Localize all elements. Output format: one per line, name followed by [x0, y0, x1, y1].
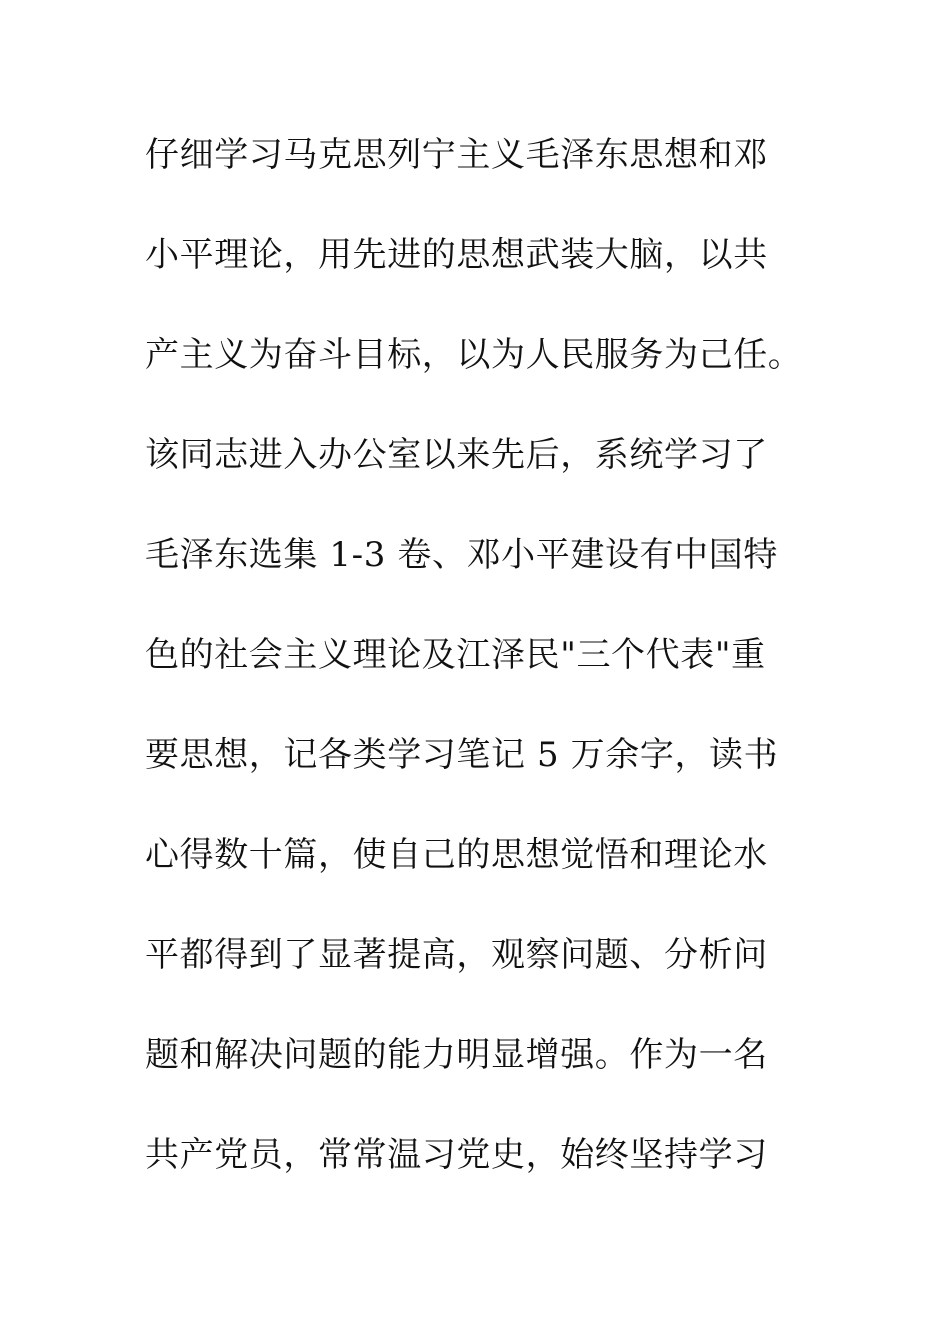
text-line: 题和解决问题的能力明显增强。作为一名 — [145, 1035, 768, 1075]
text-line: 产主义为奋斗目标，以为人民服务为己任。 — [145, 335, 803, 375]
text-line: 要思想，记各类学习笔记 5 万余字，读书 — [145, 735, 779, 775]
text-line: 毛泽东选集 1-3 卷、邓小平建设有中国特 — [145, 535, 778, 575]
text-line: 仔细学习马克思列宁主义毛泽东思想和邓 — [145, 135, 768, 175]
text-line: 小平理论，用先进的思想武装大脑，以共 — [145, 235, 768, 275]
text-line: 平都得到了显著提高，观察问题、分析问 — [145, 935, 768, 975]
text-line: 心得数十篇，使自己的思想觉悟和理论水 — [145, 835, 768, 875]
text-line: 共产党员，常常温习党史，始终坚持学习 — [145, 1135, 768, 1175]
text-line: 色的社会主义理论及江泽民"三个代表"重 — [145, 635, 766, 675]
text-line: 该同志进入办公室以来先后，系统学习了 — [145, 435, 768, 475]
